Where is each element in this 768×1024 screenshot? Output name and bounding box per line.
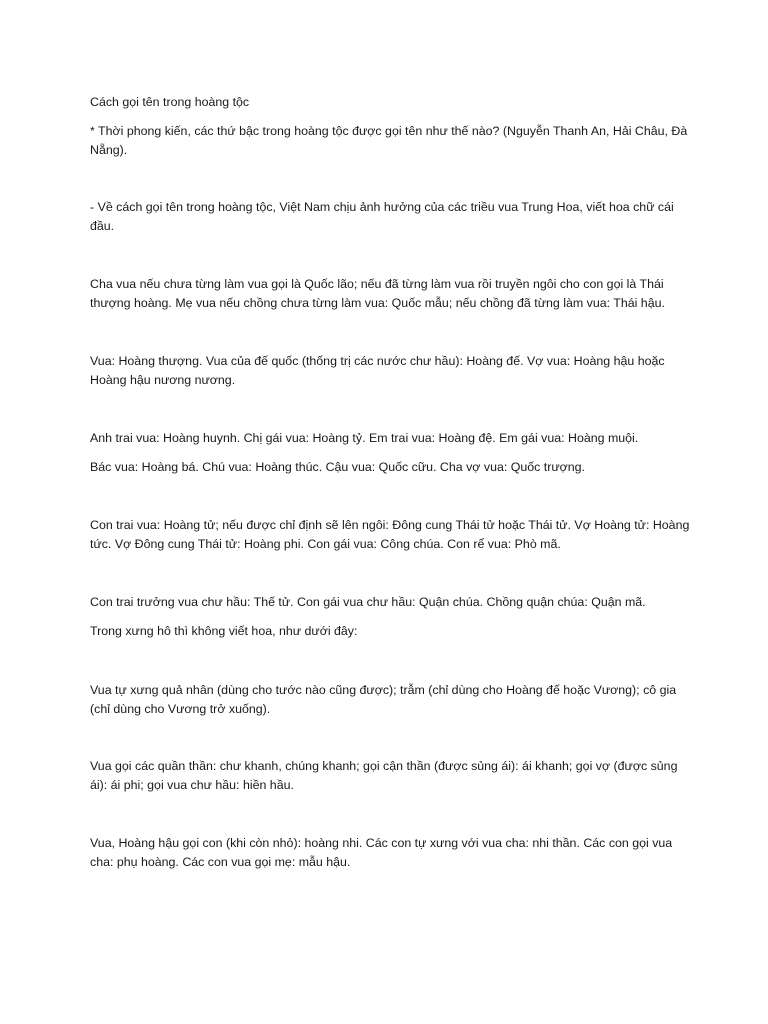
paragraph-king-titles: Vua: Hoàng thượng. Vua của đế quốc (thống trị các nước chư hầu): Hoàng đế. Vợ vua: Hoàng hậu hoặc Hoàng hậu nương nương. <box>90 354 665 387</box>
document-title: Cách gọi tên trong hoàng tộc <box>90 95 250 109</box>
paragraph-address-note: Trong xưng hô thì không viết hoa, như dưới đây: <box>90 624 358 638</box>
document-page <box>90 0 690 1024</box>
paragraph-intro: - Về cách gọi tên trong hoàng tộc, Việt Nam chịu ảnh hưởng của các triều vua Trung Hoa, viết hoa chữ cái đầu. <box>90 200 674 233</box>
paragraph-vassal-children: Con trai trưởng vua chư hầu: Thế tử. Con gái vua chư hầu: Quận chúa. Chồng quận chúa: Quận mã. <box>90 595 646 609</box>
paragraph-king-relatives: Bác vua: Hoàng bá. Chú vua: Hoàng thúc. Cậu vua: Quốc cữu. Cha vợ vua: Quốc trượng. <box>90 460 586 474</box>
paragraph-self-address: Vua tự xưng quả nhân (dùng cho tước nào cũng được); trẫm (chỉ dùng cho Hoàng đế hoặc Vương); cô gia (chỉ dùng cho Vương trở xuống). <box>90 683 677 716</box>
paragraph-king-siblings: Anh trai vua: Hoàng huynh. Chị gái vua: Hoàng tỷ. Em trai vua: Hoàng đệ. Em gái vua: Hoàng muội. <box>90 431 639 445</box>
reader-question: * Thời phong kiến, các thứ bậc trong hoàng tộc được gọi tên như thế nào? (Nguyễn Thanh An, Hải Châu, Đà Nẵng). <box>90 124 688 157</box>
paragraph-addressing-children: Vua, Hoàng hậu gọi con (khi còn nhỏ): hoàng nhi. Các con tự xưng với vua cha: nhi thần. Các con gọi vua cha: phụ hoàng. Các con vua gọi mẹ: mẫu hậu. <box>90 836 673 869</box>
paragraph-addressing-officials: Vua gọi các quần thần: chư khanh, chúng khanh; gọi cận thần (được sủng ái): ái khanh; gọi vợ (được sủng ái): ái phi; gọi vua chư hầu: hiền hầu. <box>90 759 678 792</box>
paragraph-king-children: Con trai vua: Hoàng tử; nếu được chỉ định sẽ lên ngôi: Đông cung Thái tử hoặc Thái tử. Vợ Hoàng tử: Hoàng tức. Vợ Đông cung Thái tử: Hoàng phi. Con gái vua: Công chúa. Con rể vua: Phò mã. <box>90 518 690 551</box>
paragraph-king-parents: Cha vua nếu chưa từng làm vua gọi là Quốc lão; nếu đã từng làm vua rồi truyền ngôi cho con gọi là Thái thượng hoàng. Mẹ vua nếu chồng chưa từng làm vua: Quốc mẫu; nếu chồng đã từng làm vua: Thái hậu. <box>90 277 665 310</box>
